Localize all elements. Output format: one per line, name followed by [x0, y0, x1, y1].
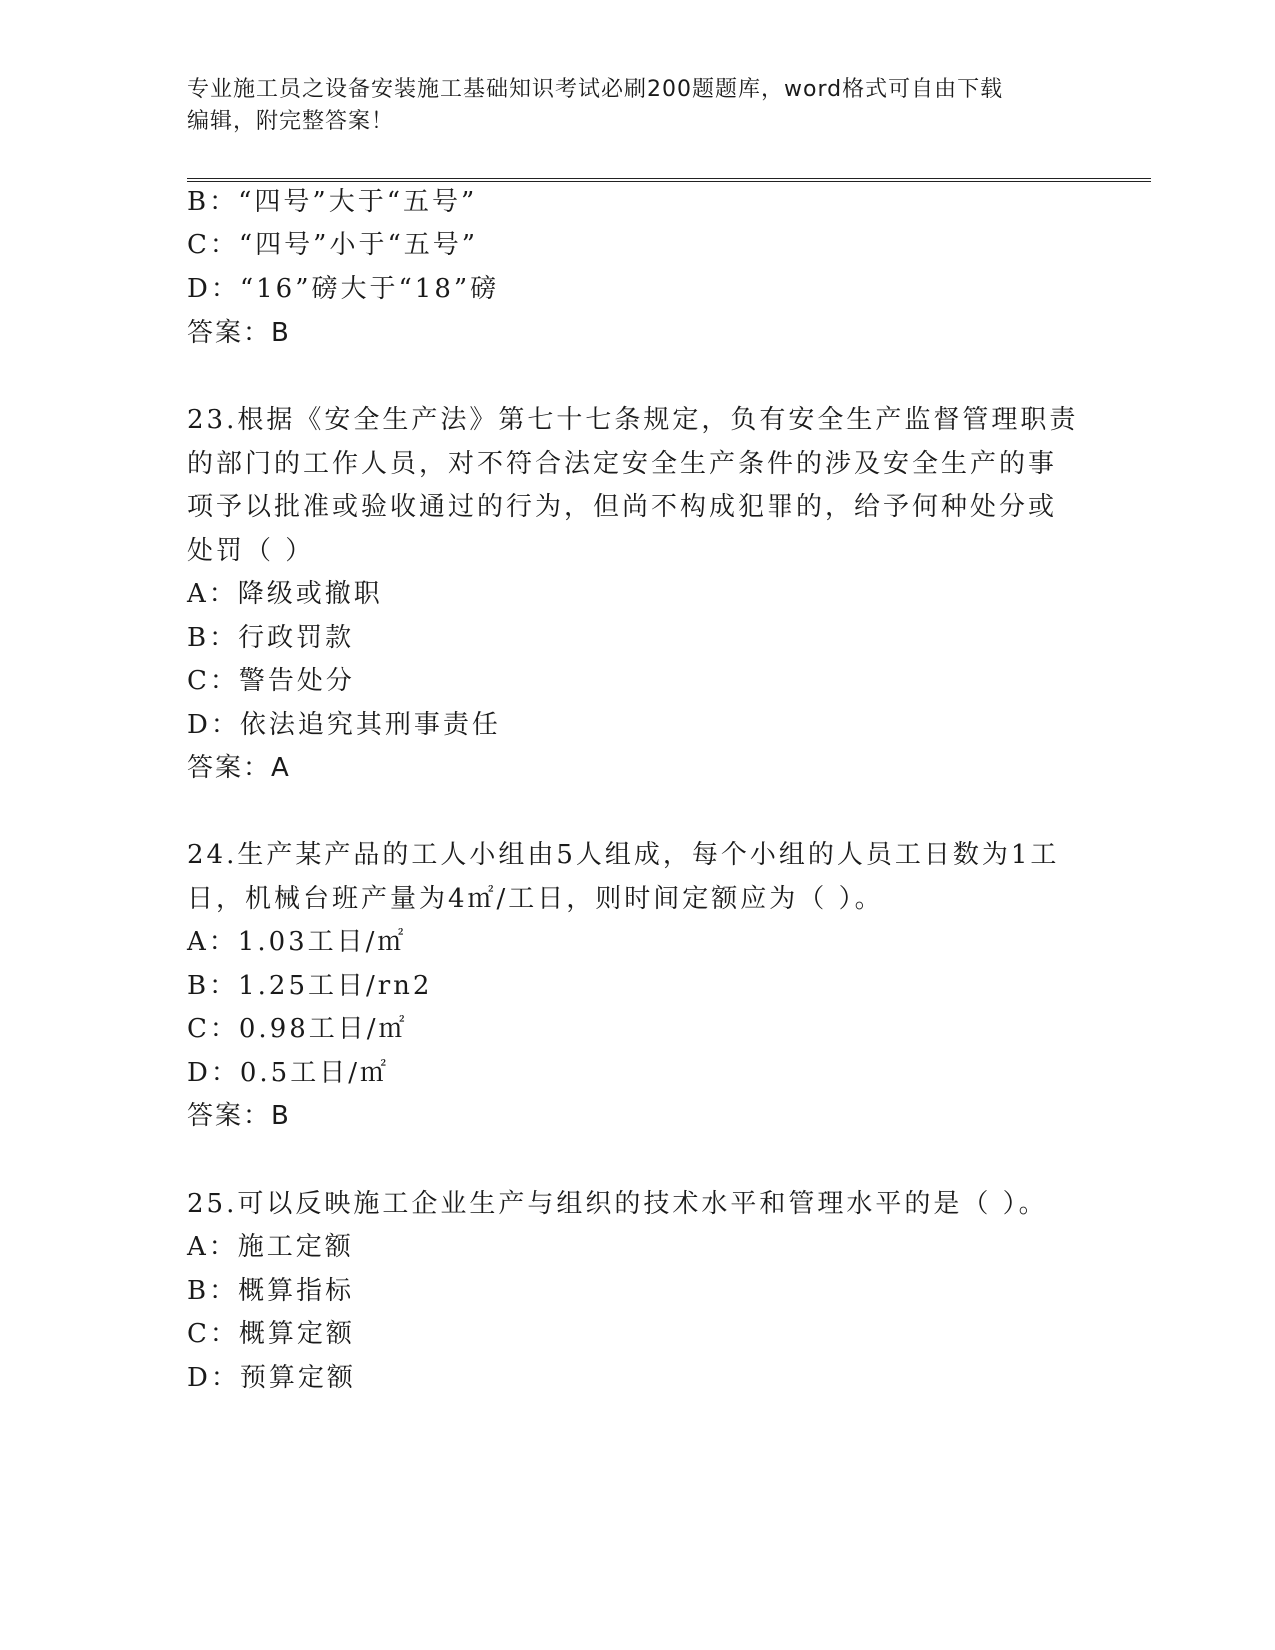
q25-option-a: A：施工定额	[187, 1232, 354, 1262]
q23-stem-line-3: 项予以批准或验收通过的行为，但尚不构成犯罪的，给予何种处分或	[187, 492, 1058, 522]
q24-option-d: D：0.5工日/㎡	[187, 1058, 389, 1088]
q24-option-a: A：1.03工日/㎡	[187, 927, 407, 957]
q24-option-c: C：0.98工日/㎡	[187, 1014, 408, 1044]
q22-option-d: D：“16”磅大于“18”磅	[187, 274, 500, 304]
q23-option-d: D：依法追究其刑事责任	[187, 710, 501, 740]
q23-option-c: C：警告处分	[187, 666, 355, 696]
header-title-line-2: 编辑，附完整答案！	[187, 109, 395, 134]
q22-option-b: B：“四号”大于“五号”	[187, 187, 478, 217]
document-header	[187, 74, 1087, 138]
q25-option-c: C：概算定额	[187, 1319, 355, 1349]
q22-option-c: C：“四号”小于“五号”	[187, 230, 479, 260]
q23-stem-line-4: 处罚（ ）	[187, 536, 315, 566]
q23-answer: 答案：A	[187, 753, 291, 783]
header-divider	[187, 178, 1151, 182]
q22-answer: 答案：B	[187, 318, 291, 348]
q24-stem-line-1: 24.生产某产品的工人小组由5人组成，每个小组的人员工日数为1工	[187, 840, 1060, 870]
q25-option-d: D：预算定额	[187, 1363, 356, 1393]
q24-stem-line-2: 日，机械台班产量为4㎡/工日，则时间定额应为（ ）。	[187, 884, 884, 914]
q23-option-b: B：行政罚款	[187, 623, 355, 653]
q25-option-b: B：概算指标	[187, 1276, 355, 1306]
q24-option-b: B：1.25工日/rn2	[187, 971, 433, 1001]
q23-option-a: A：降级或撤职	[187, 579, 383, 609]
q25-stem-line-1: 25.可以反映施工企业生产与组织的技术水平和管理水平的是（ ）。	[187, 1189, 1048, 1219]
q24-answer: 答案：B	[187, 1101, 291, 1131]
q23-stem-line-1: 23.根据《安全生产法》第七十七条规定，负有安全生产监督管理职责	[187, 405, 1079, 435]
header-title-line-1: 专业施工员之设备安装施工基础知识考试必刷200题题库，word格式可自由下载	[187, 77, 1004, 102]
q23-stem-line-2: 的部门的工作人员，对不符合法定安全生产条件的涉及安全生产的事	[187, 449, 1058, 479]
